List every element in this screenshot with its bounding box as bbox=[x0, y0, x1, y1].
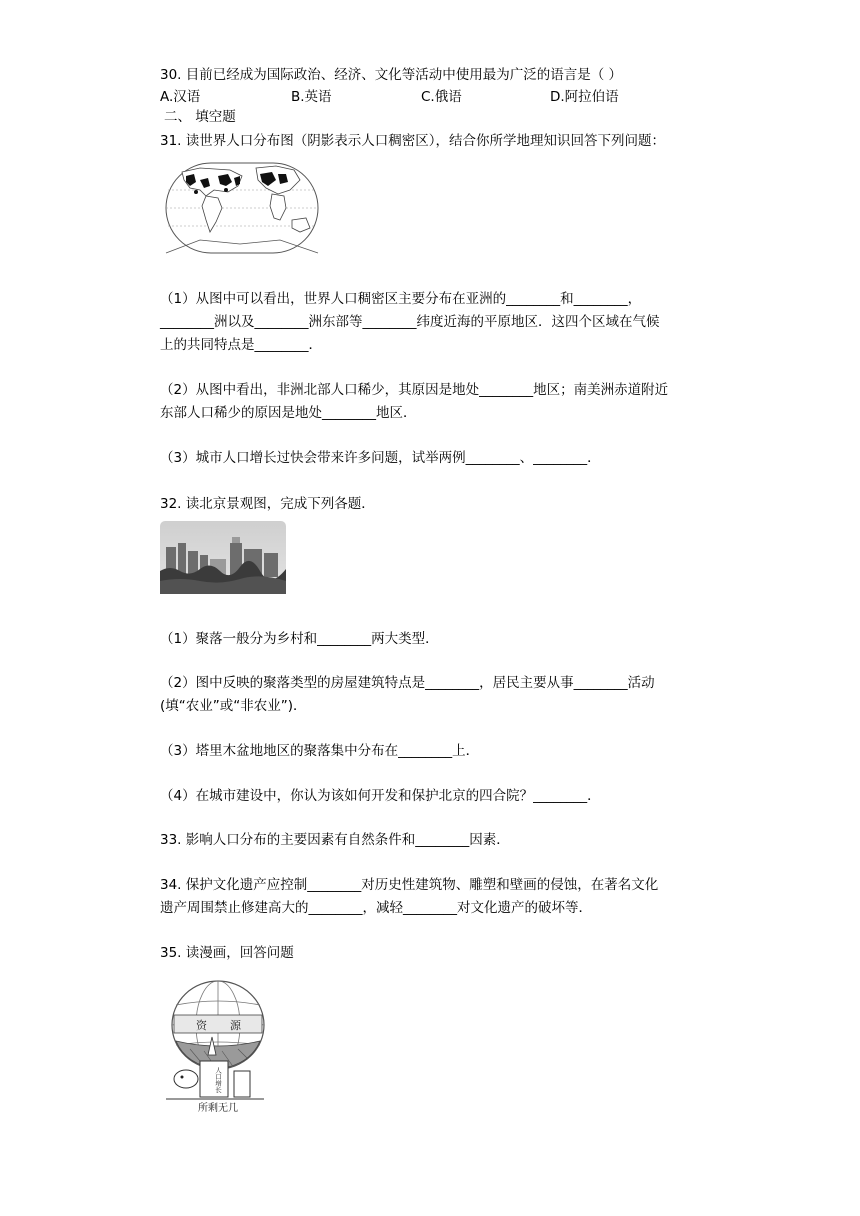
q32-part2-line2: (填“农业”或“非农业”)． bbox=[160, 698, 307, 714]
resource-cartoon bbox=[160, 975, 272, 1115]
q32-part4: （4）在城市建设中，你认为该如何开发和保护北京的四合院？________． bbox=[160, 788, 601, 804]
q33-stem: 33. 影响人口分布的主要因素有自然条件和________因素． bbox=[160, 832, 510, 848]
q31-part1-line2: ________洲以及________洲东部等________纬度近海的平原地区．这四个区域在气候 bbox=[160, 314, 660, 330]
cartoon-resource-label-2: 源 bbox=[230, 1019, 241, 1032]
q31-part1-line1: （1）从图中可以看出，世界人口稠密区主要分布在亚洲的________和________， bbox=[160, 291, 642, 307]
q32-stem: 32. 读北京景观图，完成下列各题． bbox=[160, 496, 375, 512]
q30-option-c: C.俄语 bbox=[421, 89, 462, 105]
q30-option-a: A.汉语 bbox=[160, 89, 201, 105]
q35-stem: 35. 读漫画，回答问题 bbox=[160, 945, 294, 961]
cartoon-caption: 所剩无几 bbox=[198, 1103, 238, 1114]
q34-line1: 34. 保护文化遗产应控制________对历史性建筑物、雕塑和壁画的侵蚀，在著名文化 bbox=[160, 877, 659, 893]
q31-part2-line2: 东部人口稀少的原因是地处________地区． bbox=[160, 405, 417, 421]
q31-part1-line3: 上的共同特点是________． bbox=[160, 337, 322, 353]
beijing-landscape-photo bbox=[160, 521, 286, 594]
q32-part3: （3）塔里木盆地地区的聚落集中分布在________上． bbox=[160, 743, 480, 759]
q30-stem: 30. 目前已经成为国际政治、经济、文化等活动中使用最为广泛的语言是（ ） bbox=[160, 67, 623, 83]
section-header: 二、 填空题 bbox=[164, 109, 236, 125]
q30-option-b: B.英语 bbox=[291, 89, 332, 105]
q34-line2: 遗产周围禁止修建高大的________，减轻________对文化遗产的破坏等． bbox=[160, 900, 592, 916]
world-population-map bbox=[160, 160, 324, 256]
q30-option-d: D.阿拉伯语 bbox=[550, 89, 619, 105]
q31-part3: （3）城市人口增长过快会带来许多问题，试举两例________、________． bbox=[160, 450, 601, 466]
q31-part2-line1: （2）从图中看出，非洲北部人口稀少，其原因是地处________地区；南美洲赤道附近 bbox=[160, 382, 669, 398]
q32-part2-line1: （2）图中反映的聚落类型的房屋建筑特点是________，居民主要从事________活动 bbox=[160, 675, 655, 691]
cartoon-resource-label-1: 资 bbox=[196, 1019, 207, 1032]
q32-part1: （1）聚落一般分为乡村和________两大类型． bbox=[160, 631, 439, 647]
cartoon-population-label: 人口增长 bbox=[214, 1067, 222, 1093]
q31-stem: 31. 读世界人口分布图（阴影表示人口稠密区），结合你所学地理知识回答下列问题： bbox=[160, 133, 666, 149]
